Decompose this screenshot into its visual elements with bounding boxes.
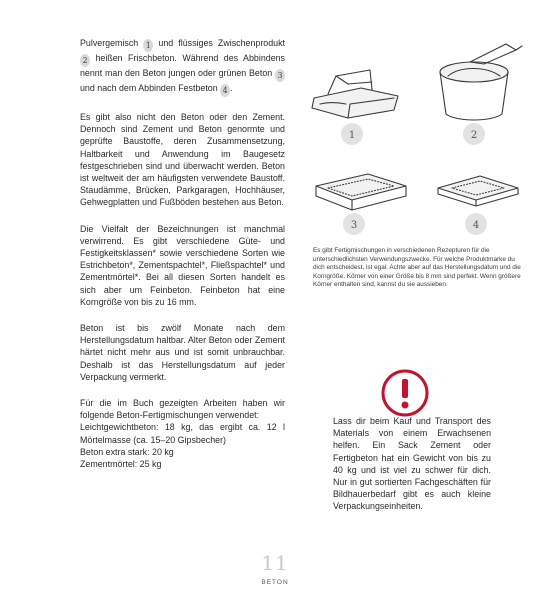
illus-label-1: 1 (348, 130, 356, 141)
mixtures-intro: Für die im Buch gezeigten Arbeiten haben wir folgende Beton-Fertigmischungen verwendet: (80, 398, 285, 421)
text-run: und nach dem Abbinden Festbeton (80, 83, 218, 93)
illustration-caption: Es gibt Fertigmischungen in verschiedenen Rezepturen für die unterschiedlichsten Verwendungszwecke. Für welche Produktmarke du dich entscheidest, ist egal. Achte aber auf das Herstellungsdatum und die Korngröße. Körner von einer Größe bis 8 mm sind perfekt. Wenn größere Körner enthalten sind, kannst du sie aussieben. (313, 247, 521, 289)
concrete-slab-icon (432, 166, 522, 248)
paragraph-concrete-norms: Es gibt also nicht den Beton oder den Zement. Dennoch sind Zement und Beton genormte und geprüfte Baustoffe, deren Zusammensetzung, Haltbarkeit und Anwendung im Baugesetz festgeschrieben sind und überwacht werden. Beton ist weltweit der am häufigsten verwendete Baustoff. Staudämme, Brücken, Parkgaragen, Hochhäuser, Gehwegplatten und Fußböden bestehen aus Beton. (80, 112, 285, 208)
paragraph-intro (80, 37, 285, 97)
cement-bag-icon (306, 58, 406, 168)
paragraph-variety: Die Vielfalt der Bezeichnungen ist manchmal verwirrend. Es gibt verschiedene Güte- und Festigkeitsklassen* sowie verschiedene Sorten wie Estrichbeton*, Zementspachtel*, Fließspachtel* und Zementmörtel*. Bei all diesen Sorten handelt es sich aber um Feinbeton. Feinbeton hat eine Korngröße von bis zu 16 mm. (80, 223, 285, 307)
paragraph-shelf-life: Beton ist bis zwölf Monate nach dem Herstellungsdatum haltbar. Alter Beton oder Zement härtet nicht mehr aus und ist somit unbrauchbar. Deshalb ist das Herstellungsdatum auf jeder Verpackung vermerkt. (80, 323, 285, 382)
illus-label-2: 2 (470, 130, 478, 141)
section-label: BETON (261, 579, 289, 586)
paragraph-mixtures (80, 397, 285, 470)
text-run: und flüssiges Zwischenprodukt (158, 38, 286, 48)
text-run: heißen Frischbeton. Während des Abbindens nennt man den Beton jungen oder grünen Beton (80, 53, 285, 78)
page-number: 11 (261, 551, 289, 575)
step-badge-4: 4 (220, 84, 230, 97)
bucket-trowel-icon (426, 36, 526, 166)
exclamation-icon (380, 368, 430, 418)
wet-concrete-tray-icon (306, 166, 416, 248)
main-text-column (80, 37, 285, 484)
mixture-item: Zementmörtel: 25 kg (80, 459, 162, 470)
illus-label-3: 3 (350, 220, 358, 231)
text-run: . (230, 83, 233, 93)
step-badge-1: 1 (143, 39, 153, 52)
mixture-item: Beton extra stark: 20 kg (80, 446, 174, 457)
step-badge-2: 2 (80, 54, 90, 67)
mixture-item: Leichtgewichtbeton: 18 kg, das ergibt ca. 12 l Mörtelmasse (ca. 15–20 Gipsbecher) (80, 422, 285, 445)
illus-label-4: 4 (472, 220, 480, 231)
step-badge-3: 3 (275, 69, 285, 82)
safety-note: Lass dir beim Kauf und Transport des Materials von einem Erwachsenen helfen. Ein Sack Zement oder Fertigbeton hat ein Gewicht von bis zu 40 kg und ist viel zu schwer für dich. Nur in gut sortierten Fachgeschäften für Bildhauerbedarf gibt es auch kleine Verpackungseinheiten. (333, 416, 491, 512)
text-run: Pulvergemisch (80, 38, 139, 48)
